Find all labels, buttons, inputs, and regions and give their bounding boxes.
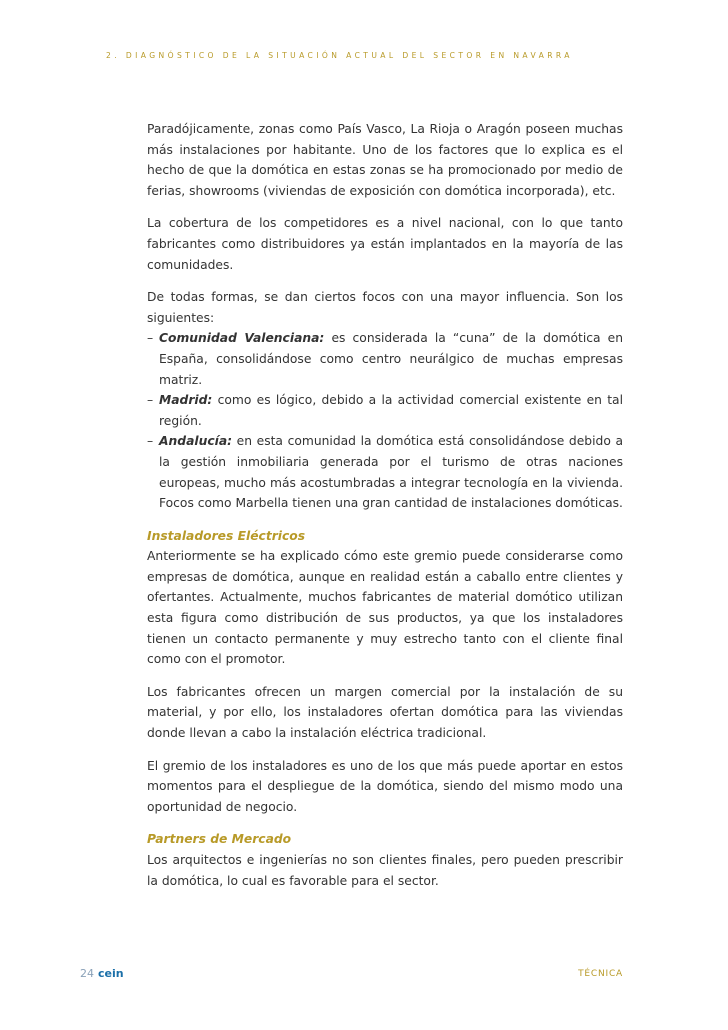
paragraph: Paradójicamente, zonas como País Vasco, La Rioja o Aragón poseen muchas más instalaciones por habitante. Uno de los factores que lo explica es el hecho de que la domótica en estas zonas se ha promocionado por medio de ferias, showrooms (viviendas de exposición con domótica incorporada), etc.	[147, 122, 623, 198]
paragraph: Los fabricantes ofrecen un margen comercial por la instalación de su material, y por ello, los instaladores ofertan domótica para las viviendas donde llevan a cabo la instalación eléctrica tradicional.	[147, 684, 623, 741]
list-item-text: en esta comunidad la domótica está consolidándose debido a la gestión inmobiliaria generada por el turismo de otras naciones europeas, mucho más acostumbradas a integrar tecnología en la vivienda. Focos como Marbella tienen una gran cantidad de instalaciones domóticas.	[159, 434, 623, 511]
paragraph: El gremio de los instaladores es uno de los que más puede aportar en estos momentos para el despliegue de la domótica, siendo del mismo modo una oportunidad de negocio.	[147, 758, 623, 814]
list-item-term: Andalucía:	[159, 434, 233, 449]
section-heading: Partners de Mercado	[147, 832, 292, 847]
list-item-term: Madrid:	[159, 393, 213, 408]
list-dash: –	[147, 331, 154, 346]
list-item	[147, 328, 623, 390]
paragraph: La cobertura de los competidores es a nivel nacional, con lo que tanto fabricantes como distribuidores ya están implantados en la mayoría de las comunidades.	[147, 216, 623, 272]
list-dash: –	[147, 434, 154, 449]
list-item-term: Comunidad Valenciana:	[159, 331, 325, 346]
paragraph: Los arquitectos e ingenierías no son clientes finales, pero pueden prescribir la domótica, lo cual es favorable para el sector.	[147, 853, 623, 888]
section-heading: Instaladores Eléctricos	[147, 528, 306, 543]
focus-list	[147, 328, 623, 513]
list-item-text: como es lógico, debido a la actividad comercial existente en tal región.	[159, 393, 623, 428]
paragraph: Anteriormente se ha explicado cómo este gremio puede considerarse como empresas de domótica, aunque en realidad están a caballo entre clientes y ofertantes. Actualmente, muchos fabricantes de material domótico utilizan esta figura como distribución de sus productos, ya que los instaladores tienen un contacto permanente y muy estrecho tanto con el cliente final como con el promotor.	[147, 549, 623, 667]
page-number: 24	[80, 967, 94, 980]
main-content	[147, 119, 623, 891]
paragraph: De todas formas, se dan ciertos focos con una mayor influencia. Son los siguientes:	[147, 290, 623, 325]
section-label: TÉCNICA	[578, 969, 623, 979]
list-item	[147, 431, 623, 513]
page-footer-left	[80, 967, 124, 980]
running-header: 2. DIAGNÓSTICO DE LA SITUACIÓN ACTUAL DEL SECTOR EN NAVARRA	[106, 51, 573, 60]
list-item-text: es considerada la “cuna” de la domótica en España, consolidándose como centro neurálgico de muchas empresas matriz.	[159, 331, 623, 387]
cein-logo: cein	[98, 967, 124, 980]
list-item	[147, 390, 623, 431]
list-dash: –	[147, 393, 154, 408]
